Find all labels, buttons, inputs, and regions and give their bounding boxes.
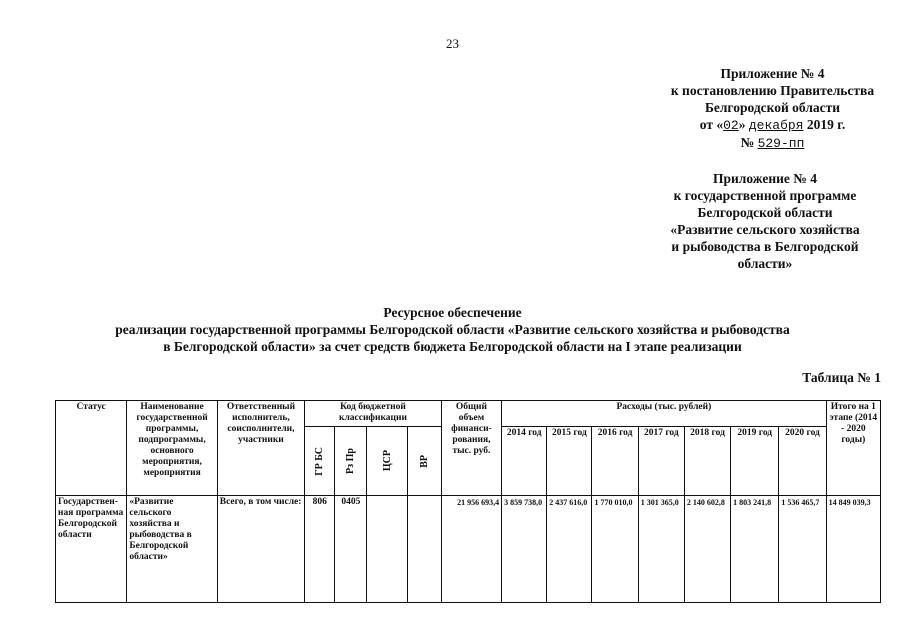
cell-rzpr: 0405: [335, 496, 367, 603]
resolution-number: 529-пп: [757, 136, 805, 151]
cell-status: Государствен-ная программа Белгородской области: [56, 496, 127, 603]
cell-2019: 1 803 241,8: [731, 496, 779, 603]
program-appendix-line-6: области»: [737, 256, 793, 271]
header-grbs-text: ГР БС: [314, 446, 326, 476]
header-stage-total: Итого на 1 этапе (2014 - 2020 годы): [826, 401, 880, 496]
header-row-1: [56, 401, 881, 427]
program-appendix-line-2: к государственной программе: [673, 188, 857, 203]
appendix-title: Приложение № 4: [720, 66, 825, 81]
title-line-1: Ресурсное обеспечение: [383, 305, 522, 320]
program-appendix-header: [655, 170, 875, 272]
header-year-2015: 2015 год: [547, 427, 592, 496]
header-year-2016: 2016 год: [592, 427, 638, 496]
date-mid: »: [738, 117, 749, 132]
cell-executor: Всего, в том числе:: [217, 496, 304, 603]
cell-2016: 1 770 010,0: [592, 496, 638, 603]
resolution-appendix-header: [655, 65, 890, 152]
cell-grbs: 806: [305, 496, 335, 603]
date-prefix: от «: [699, 117, 724, 132]
date-month: декабря: [748, 118, 804, 133]
header-grbs: [305, 427, 335, 496]
cell-2018: 2 140 602,8: [684, 496, 730, 603]
header-status: Статус: [56, 401, 127, 496]
program-appendix-line-4: «Развитие сельского хозяйства: [670, 222, 860, 237]
program-appendix-line-3: Белгородской области: [697, 205, 833, 220]
cell-2015: 2 437 616,0: [547, 496, 592, 603]
cell-2014: 3 859 738,0: [502, 496, 547, 603]
header-vr-text: ВР: [418, 454, 430, 468]
program-appendix-line-1: Приложение № 4: [713, 171, 817, 186]
title-line-2: реализации государственной программы Белгородской области «Развитие сельского хозяйства и рыбоводства: [115, 322, 790, 337]
header-year-2019: 2019 год: [731, 427, 779, 496]
appendix-region-line: Белгородской области: [704, 100, 841, 115]
header-csr: [367, 427, 407, 496]
appendix-date-line: [655, 116, 890, 134]
header-year-2020: 2020 год: [779, 427, 826, 496]
table-label: Таблица № 1: [802, 370, 881, 385]
document-title: [0, 304, 905, 355]
header-rzpr-text: Рз Пр: [345, 448, 357, 474]
program-appendix-line-5: и рыбоводства в Белгородской: [671, 239, 859, 254]
cell-csr: [367, 496, 407, 603]
number-prefix: №: [740, 135, 758, 150]
date-year: 2019 г.: [803, 117, 846, 132]
cell-2020: 1 536 465,7: [779, 496, 826, 603]
header-year-2018: 2018 год: [684, 427, 730, 496]
cell-total: 21 956 693,4: [441, 496, 501, 603]
title-line-3: в Белгородской области» за счет средств бюджета Белгородской области на I этапе реализации: [163, 339, 742, 354]
appendix-number-line: [655, 134, 890, 152]
header-total-volume: Общий объем финанси-рования, тыс. руб.: [441, 401, 501, 496]
cell-stage-total: 14 849 039,3: [826, 496, 880, 603]
appendix-resolution-line: к постановлению Правительства: [670, 83, 875, 98]
page-number: 23: [446, 36, 459, 51]
cell-2017: 1 301 365,0: [638, 496, 684, 603]
header-expenses: Расходы (тыс. рублей): [502, 401, 827, 427]
header-executor: Ответственный исполнитель, соисполнители, участники: [217, 401, 304, 496]
header-name: Наименование государственной программы, подпрограммы, основного мероприятия, мероприятия: [127, 401, 217, 496]
resource-table: [55, 400, 881, 603]
header-year-2014: 2014 год: [502, 427, 547, 496]
cell-vr: [407, 496, 441, 603]
header-rzpr: [335, 427, 367, 496]
date-day: 02: [723, 118, 739, 133]
table-row: [56, 496, 881, 603]
cell-name: «Развитие сельского хозяйства и рыбоводства в Белгородской области»: [127, 496, 217, 603]
header-csr-text: ЦСР: [381, 450, 393, 472]
header-year-2017: 2017 год: [638, 427, 684, 496]
header-vr: [407, 427, 441, 496]
header-budget-code: Код бюджетной классификации: [305, 401, 442, 427]
